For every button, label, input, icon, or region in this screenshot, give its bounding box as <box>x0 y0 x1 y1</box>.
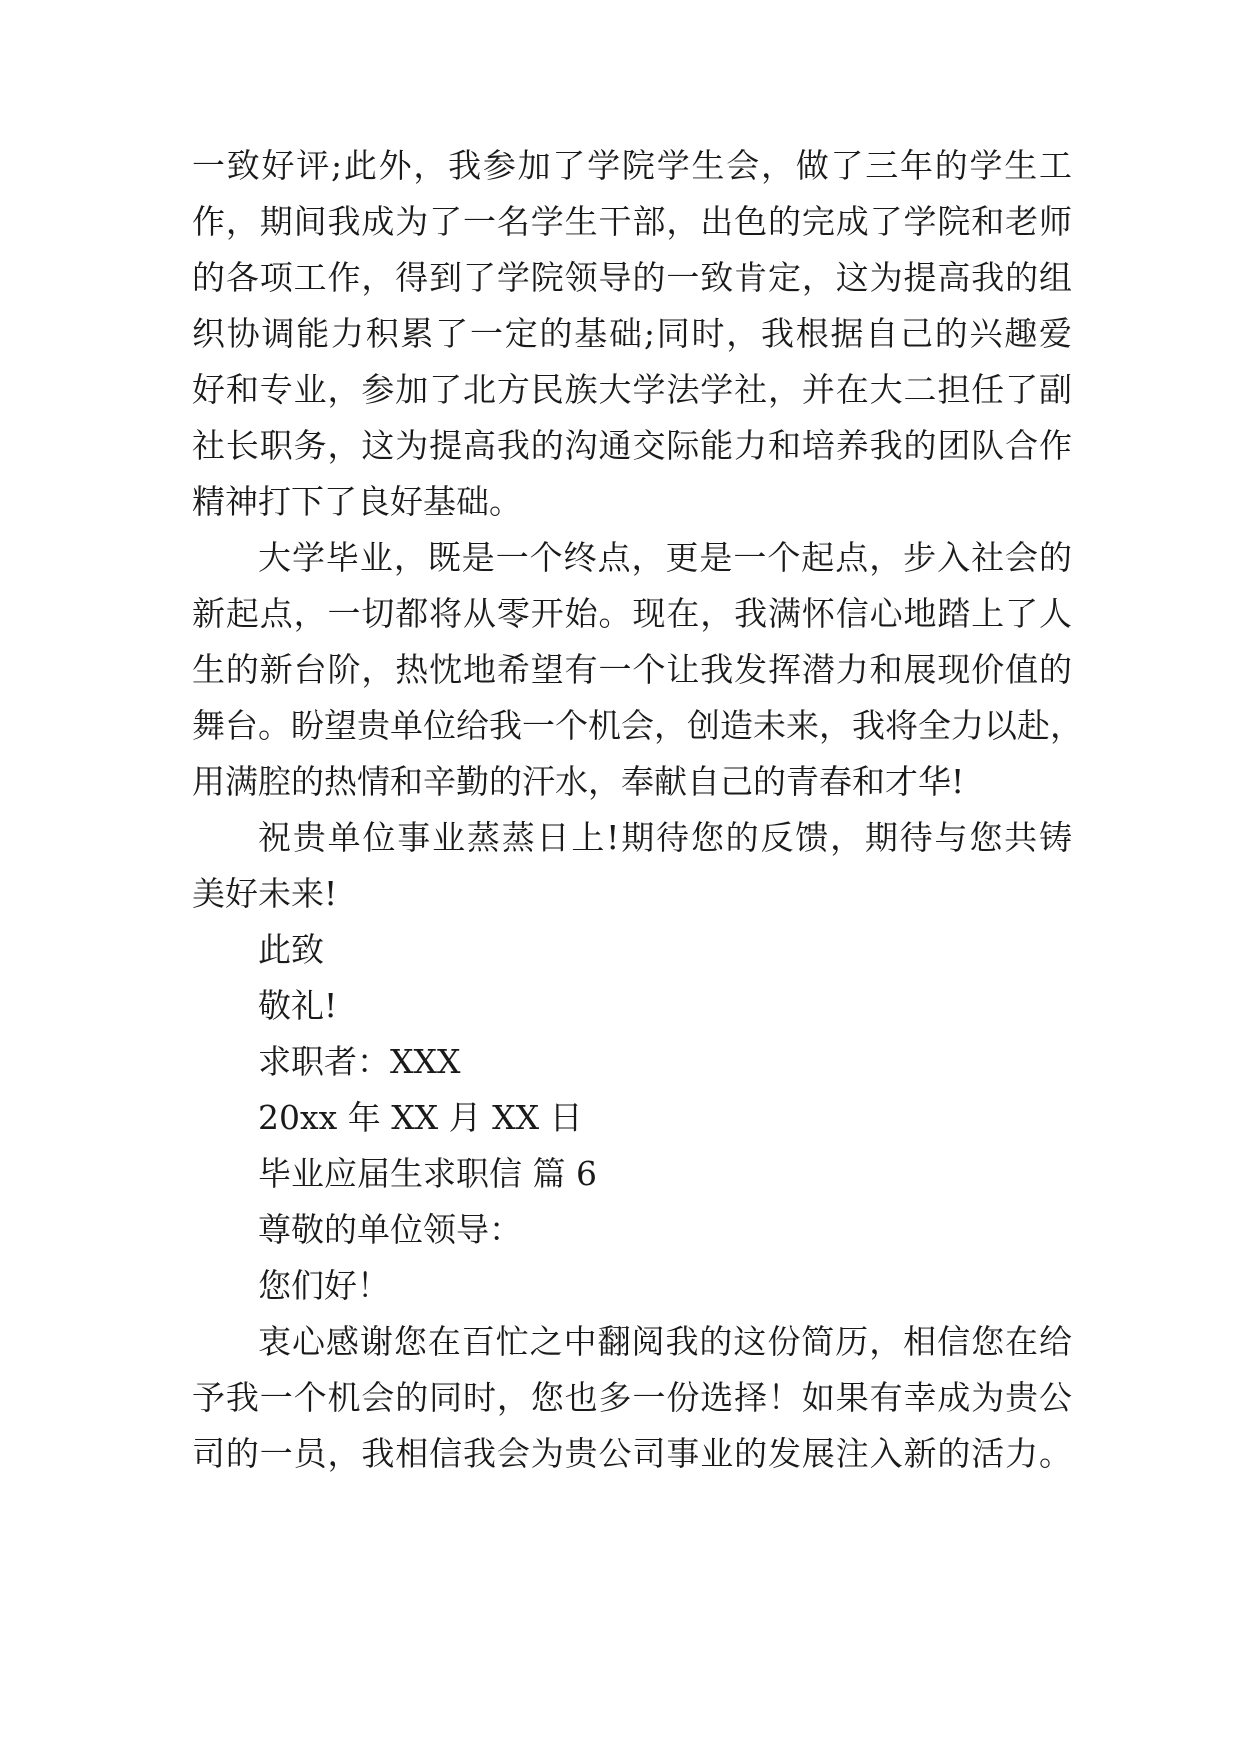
paragraph-line: 舞台。盼望贵单位给我一个机会，创造未来，我将全力以赴， <box>192 706 1083 745</box>
paragraph-line: 的各项工作，得到了学院领导的一致肯定，这为提高我的组 <box>192 258 1072 297</box>
closing-line: 此致 <box>258 930 324 969</box>
paragraph-line: 社长职务，这为提高我的沟通交际能力和培养我的团队合作 <box>192 426 1072 465</box>
paragraph-line: 好和专业，参加了北方民族大学法学社，并在大二担任了副 <box>192 370 1072 409</box>
paragraph-line: 作，期间我成为了一名学生干部，出色的完成了学院和老师 <box>192 202 1072 241</box>
greeting-line: 您们好！ <box>258 1266 390 1305</box>
paragraph-line: 新起点，一切都将从零开始。现在，我满怀信心地踏上了人 <box>192 594 1072 633</box>
paragraph-line: 予我一个机会的同时，您也多一份选择！如果有幸成为贵公 <box>192 1378 1072 1417</box>
paragraph-line: 司的一员，我相信我会为贵公司事业的发展注入新的活力。 <box>192 1434 1072 1473</box>
paragraph-line: 祝贵单位事业蒸蒸日上!期待您的反馈，期待与您共铸 <box>258 818 1072 857</box>
paragraph-line: 大学毕业，既是一个终点，更是一个起点，步入社会的 <box>258 538 1072 577</box>
signature-line: 求职者：XXX <box>258 1042 461 1081</box>
paragraph-line: 衷心感谢您在百忙之中翻阅我的这份简历，相信您在给 <box>258 1322 1072 1361</box>
paragraph-line: 精神打下了良好基础。 <box>192 482 522 521</box>
paragraph-line: 生的新台阶，热忱地希望有一个让我发挥潜力和展现价值的 <box>192 650 1072 689</box>
closing-line: 敬礼! <box>258 986 338 1025</box>
section-heading: 毕业应届生求职信 篇 6 <box>258 1154 597 1193</box>
date-line: 20xx 年 XX 月 XX 日 <box>258 1098 583 1137</box>
paragraph-line: 美好未来! <box>192 874 338 913</box>
salutation-line: 尊敬的单位领导： <box>258 1210 522 1249</box>
paragraph-line: 织协调能力积累了一定的基础;同时，我根据自己的兴趣爱 <box>192 314 1072 353</box>
paragraph-line: 用满腔的热情和辛勤的汗水，奉献自己的青春和才华! <box>192 762 965 801</box>
paragraph-line: 一致好评;此外，我参加了学院学生会，做了三年的学生工 <box>192 146 1072 185</box>
